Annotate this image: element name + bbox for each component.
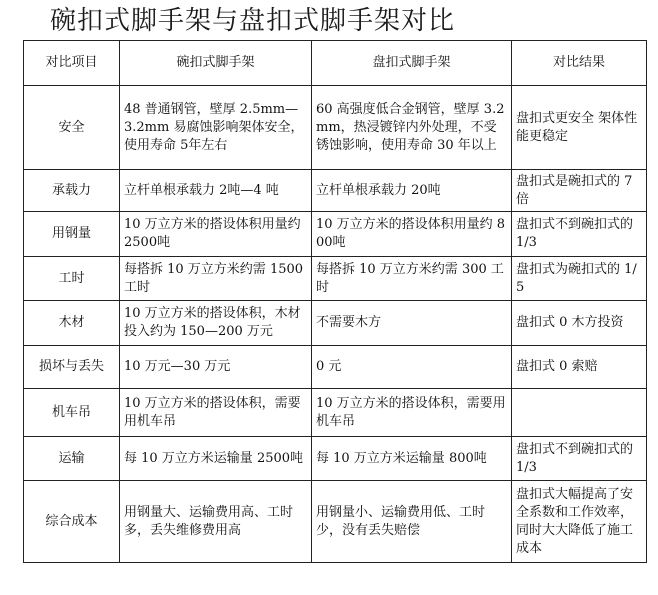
table-row bbox=[24, 212, 647, 257]
comparison-table bbox=[23, 40, 647, 563]
page-title: 碗扣式脚手架与盘扣式脚手架对比 bbox=[50, 6, 456, 36]
row-item: 承载力 bbox=[24, 170, 120, 212]
row-bowl: 10 万立方米的搭设体积，木材投入约为 150—200 万元 bbox=[120, 301, 312, 346]
row-result: 盘扣式大幅提高了安全系数和工作效率，同时大大降低了施工成本 bbox=[512, 481, 647, 563]
row-disc: 10 万立方米的搭设体积用量约 800吨 bbox=[312, 212, 512, 257]
header-item: 对比项目 bbox=[24, 41, 120, 86]
table-row bbox=[24, 86, 647, 170]
table-row bbox=[24, 301, 647, 346]
row-item: 损坏与丢失 bbox=[24, 346, 120, 389]
row-result: 盘扣式 0 索赔 bbox=[512, 346, 647, 389]
row-disc: 立杆单根承载力 20吨 bbox=[312, 170, 512, 212]
row-result: 盘扣式不到碗扣式的 1/3 bbox=[512, 212, 647, 257]
row-item: 安全 bbox=[24, 86, 120, 170]
header-result: 对比结果 bbox=[512, 41, 647, 86]
row-item: 木材 bbox=[24, 301, 120, 346]
table-row bbox=[24, 257, 647, 301]
row-result: 盘扣式为碗扣式的 1/5 bbox=[512, 257, 647, 301]
table-row bbox=[24, 346, 647, 389]
row-bowl: 用钢量大、运输费用高、工时多，丢失维修费用高 bbox=[120, 481, 312, 563]
table-row bbox=[24, 170, 647, 212]
row-result: 盘扣式更安全 架体性能更稳定 bbox=[512, 86, 647, 170]
row-result: 盘扣式是碗扣式的 7 倍 bbox=[512, 170, 647, 212]
row-bowl: 10 万立方米的搭设体积，需要用机车吊 bbox=[120, 389, 312, 437]
row-result: 盘扣式 0 木方投资 bbox=[512, 301, 647, 346]
table-row bbox=[24, 481, 647, 563]
row-disc: 0 元 bbox=[312, 346, 512, 389]
row-result: 盘扣式不到碗扣式的 1/3 bbox=[512, 437, 647, 481]
row-item: 机车吊 bbox=[24, 389, 120, 437]
row-bowl: 每 10 万立方米运输量 2500吨 bbox=[120, 437, 312, 481]
row-item: 工时 bbox=[24, 257, 120, 301]
row-disc: 每 10 万立方米运输量 800吨 bbox=[312, 437, 512, 481]
header-bowl-scaffold: 碗扣式脚手架 bbox=[120, 41, 312, 86]
row-disc: 每搭拆 10 万立方米约需 300 工时 bbox=[312, 257, 512, 301]
row-bowl: 10 万立方米的搭设体积用量约 2500吨 bbox=[120, 212, 312, 257]
row-item: 用钢量 bbox=[24, 212, 120, 257]
row-bowl: 10 万元—30 万元 bbox=[120, 346, 312, 389]
row-bowl: 每搭拆 10 万立方米约需 1500 工时 bbox=[120, 257, 312, 301]
row-disc: 用钢量小、运输费用低、工时少，没有丢失赔偿 bbox=[312, 481, 512, 563]
row-disc: 60 高强度低合金钢管，壁厚 3.2mm，热浸镀锌内外处理，不受锈蚀影响，使用寿命 30 年以上 bbox=[312, 86, 512, 170]
row-item: 综合成本 bbox=[24, 481, 120, 563]
row-bowl: 48 普通钢管，壁厚 2.5mm—3.2mm 易腐蚀影响架体安全，使用寿命 5年左右 bbox=[120, 86, 312, 170]
row-bowl: 立杆单根承载力 2吨—4 吨 bbox=[120, 170, 312, 212]
row-disc: 不需要木方 bbox=[312, 301, 512, 346]
row-result bbox=[512, 389, 647, 437]
table-row bbox=[24, 389, 647, 437]
row-disc: 10 万立方米的搭设体积，需要用机车吊 bbox=[312, 389, 512, 437]
header-disc-scaffold: 盘扣式脚手架 bbox=[312, 41, 512, 86]
table-header-row bbox=[24, 41, 647, 86]
row-item: 运输 bbox=[24, 437, 120, 481]
table-row bbox=[24, 437, 647, 481]
